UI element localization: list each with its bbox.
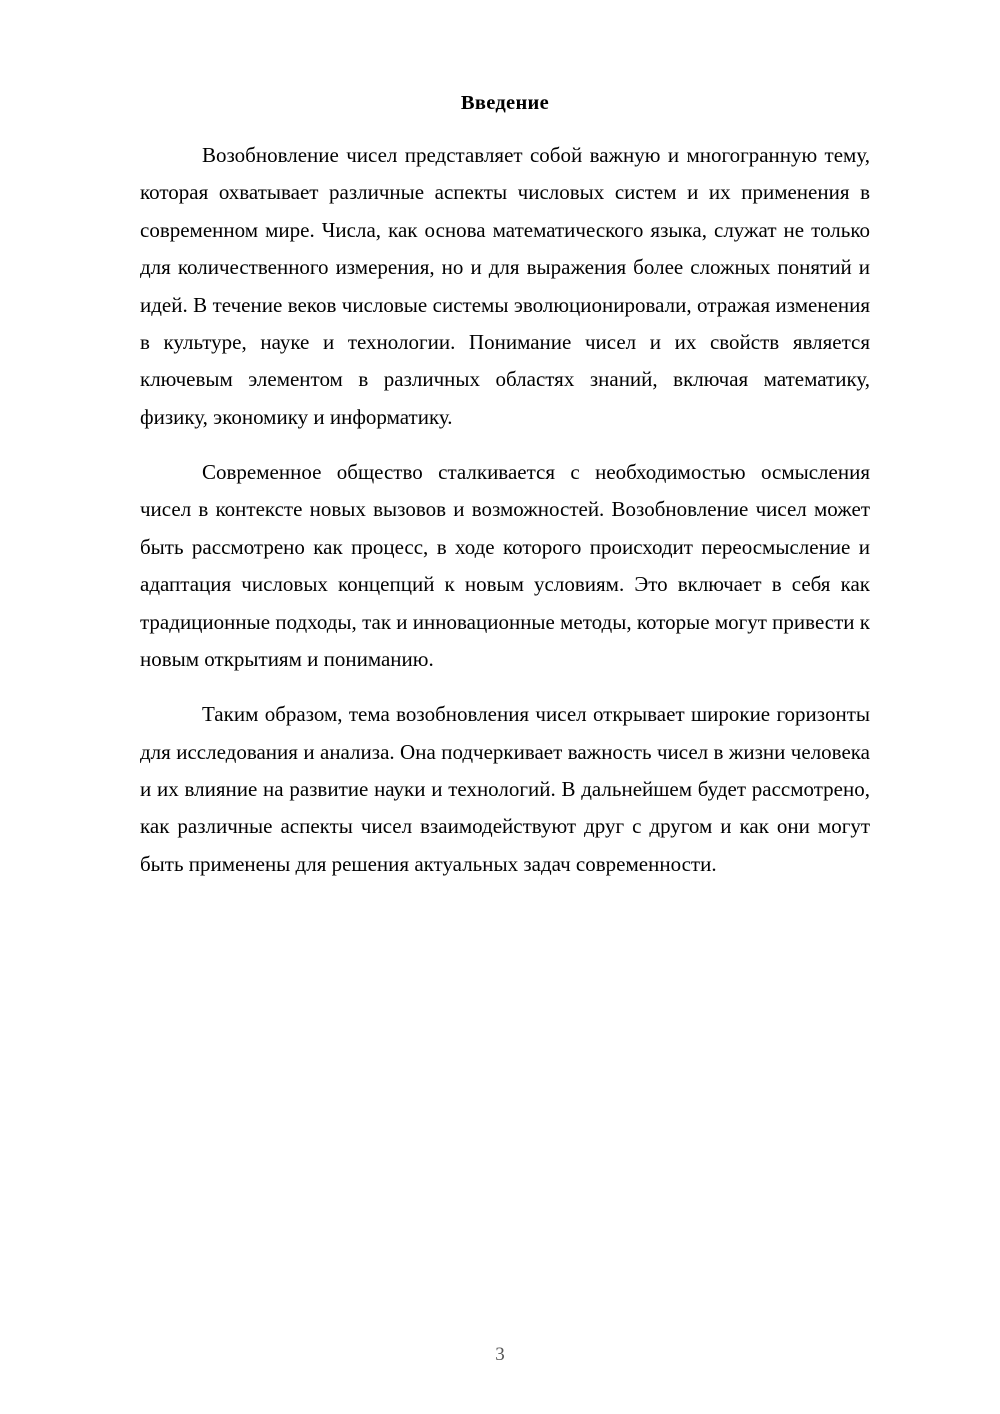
body-paragraph: Возобновление чисел представляет собой важную и многогранную тему, которая охватывает различные аспекты числовых систем и их применения в современном мире. Числа, как основа математического языка, служат не только для количественного измерения, но и для выражения более сложных понятий и идей. В течение веков числовые системы эволюционировали, отражая изменения в культуре, науке и технологии. Понимание чисел и их свойств является ключевым элементом в различных областях знаний, включая математику, физику, экономику и информатику. [140, 143, 870, 429]
page-number: 3 [495, 1344, 505, 1365]
body-paragraph: Современное общество сталкивается с необходимостью осмысления чисел в контексте новых вызовов и возможностей. Возобновление чисел может быть рассмотрено как процесс, в ходе которого происходит переосмысление и адаптация числовых концепций к новым условиям. Это включает в себя как традиционные подходы, так и инновационные методы, которые могут привести к новым открытиям и пониманию. [140, 460, 870, 671]
body-paragraph: Таким образом, тема возобновления чисел открывает широкие горизонты для исследования и анализа. Она подчеркивает важность чисел в жизни человека и их влияние на развитие науки и технологий. В дальнейшем будет рассмотрено, как различные аспекты чисел взаимодействуют друг с другом и как они могут быть применены для решения актуальных задач современности. [140, 702, 870, 876]
page-title: Введение [460, 92, 550, 114]
